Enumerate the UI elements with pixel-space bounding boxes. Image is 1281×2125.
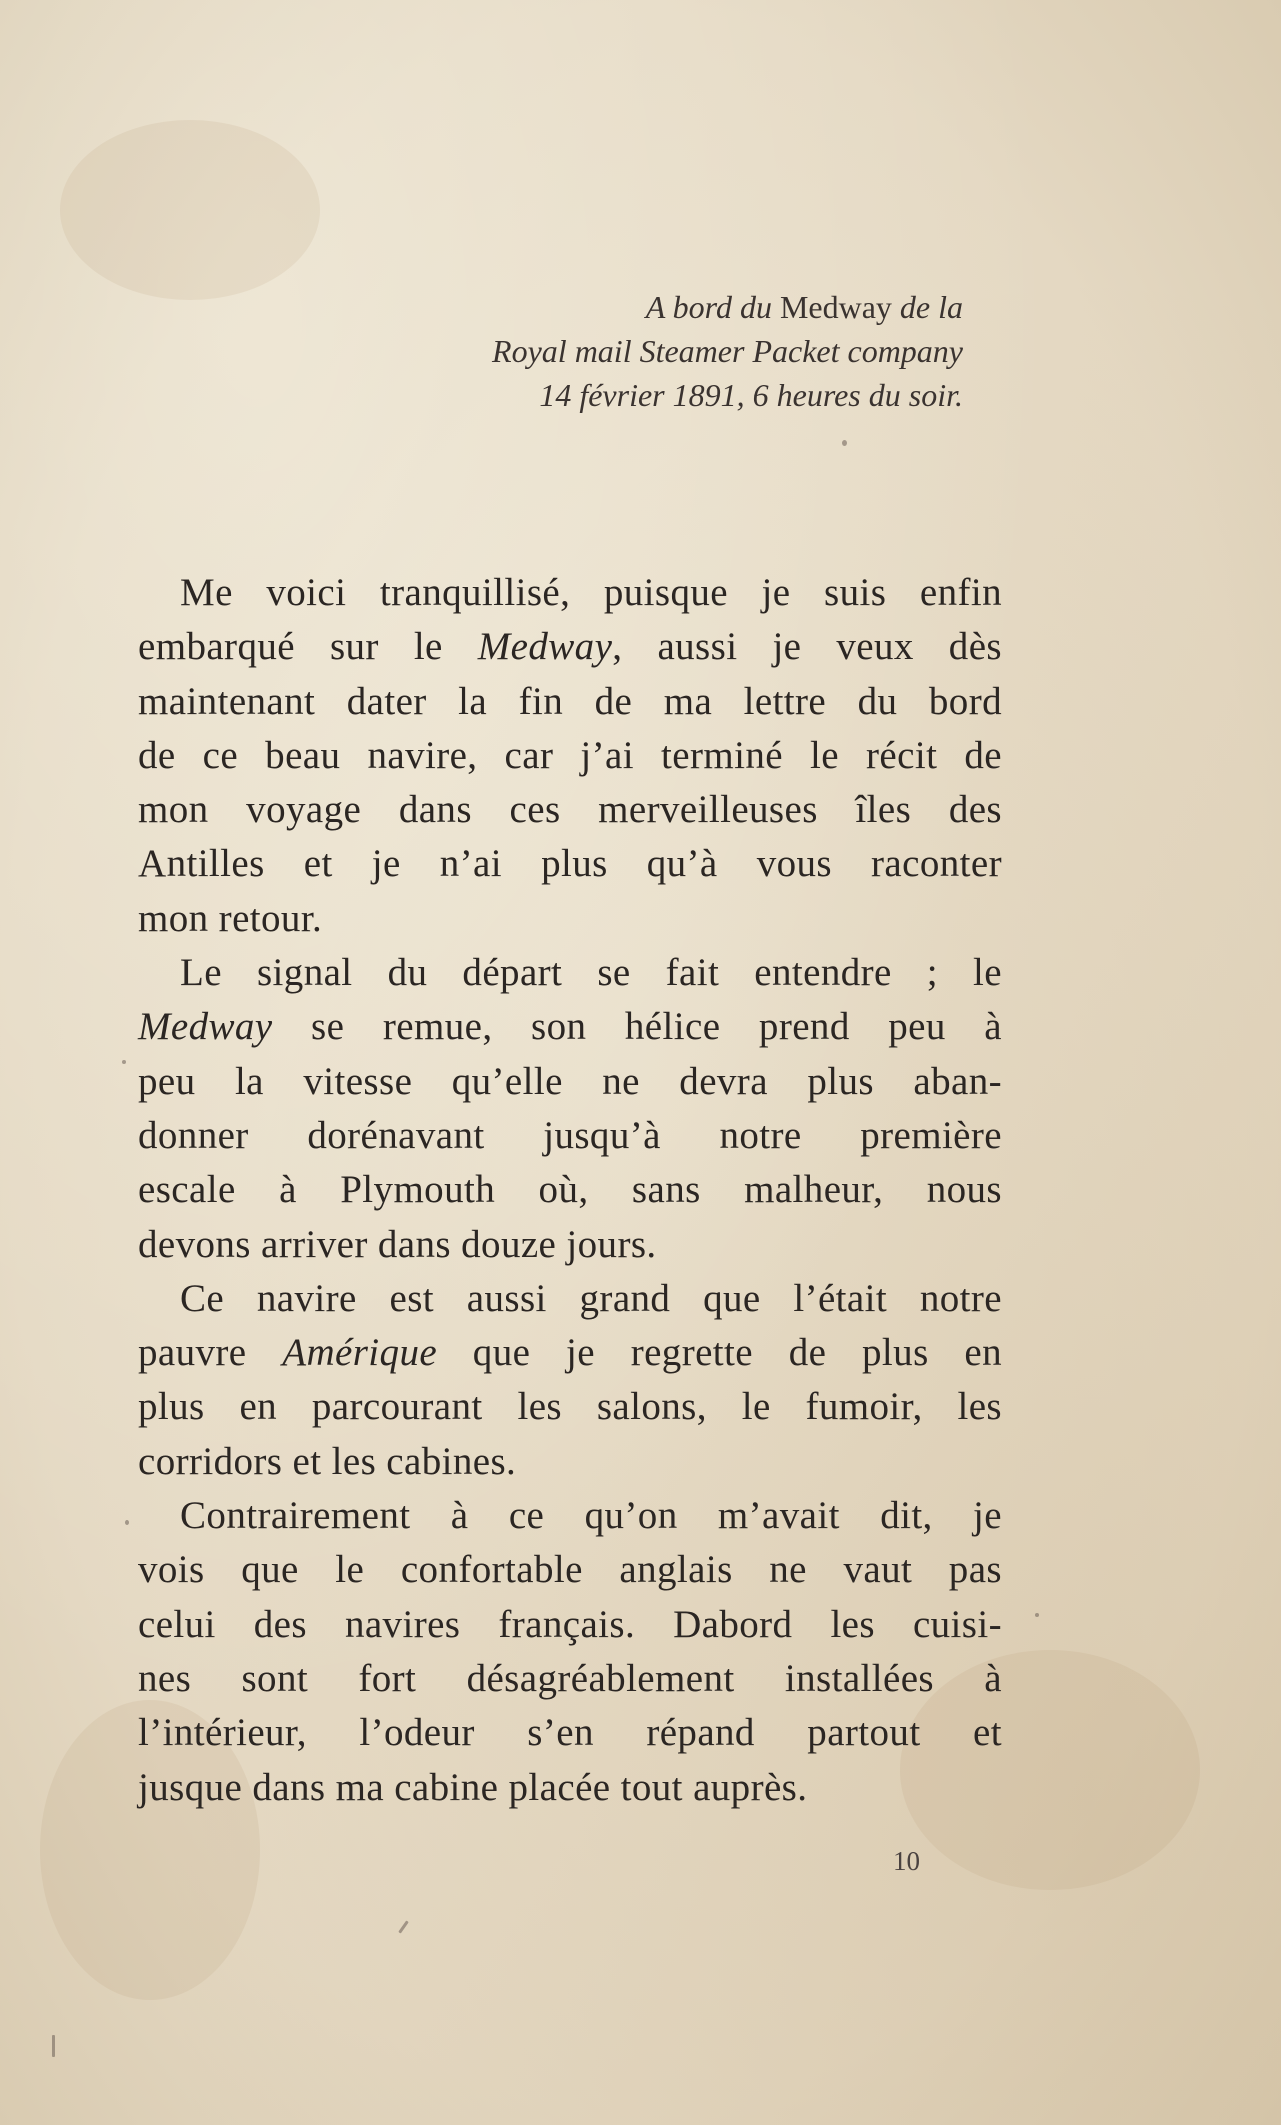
text-line: de ce beau navire, car j’ai terminé le récit de [138, 733, 1002, 777]
text-line: vois que le confortable anglais ne vaut pas [138, 1548, 1002, 1592]
text-line: l’intérieur, l’odeur s’en répand partout et [138, 1711, 1002, 1755]
paragraph [138, 946, 1002, 1272]
ship-name: Amérique [282, 1331, 438, 1375]
dateline-line-2: Royal mail Steamer Packet company [492, 333, 963, 369]
ship-name: Medway [779, 289, 892, 325]
text-line: celui des navires français. Dabord les cuisi- [138, 1602, 1002, 1646]
paper-stain [60, 120, 320, 300]
text-line: Le signal du départ se fait entendre ; le [180, 951, 1002, 995]
text-line: Contrairement à ce qu’on m’avait dit, je [180, 1494, 1002, 1538]
text-line: donner dorénavant jusqu’à notre première [138, 1113, 1002, 1157]
paragraph [138, 566, 1002, 946]
text-line: Ce navire est aussi grand que l’était notre [180, 1276, 1002, 1320]
dateline-line-3: 14 février 1891, 6 heures du soir. [539, 377, 963, 413]
ink-speck [52, 2035, 55, 2057]
ink-speck [842, 440, 847, 446]
text-line: maintenant dater la fin de ma lettre du bord [138, 679, 1002, 723]
dateline-line-1: A bord du Medway de la [645, 289, 963, 325]
text-line: mon retour. [138, 896, 323, 940]
page-number: 10 [893, 1846, 920, 1876]
text-line: Antilles et je n’ai plus qu’à vous raconter [138, 842, 1002, 886]
ink-speck [125, 1520, 129, 1525]
text-line: Me voici tranquillisé, puisque je suis enfin [180, 571, 1002, 614]
text-line: embarqué sur le Medway, aussi je veux dès [138, 625, 1002, 669]
text-line: devons arriver dans douze jours. [138, 1222, 657, 1266]
text-line: Medway se remue, son hélice prend peu à [138, 1005, 1002, 1049]
paragraph [138, 1272, 1002, 1489]
text-line: plus en parcourant les salons, le fumoir, les [138, 1385, 1002, 1429]
ink-speck [398, 1920, 408, 1933]
text-line: peu la vitesse qu’elle ne devra plus aban- [138, 1059, 1002, 1103]
text-line: nes sont fort désagréablement installées à [138, 1656, 1002, 1700]
text-line: mon voyage dans ces merveilleuses îles des [138, 788, 1002, 832]
dateline [492, 285, 963, 417]
ink-speck [122, 1060, 126, 1064]
ink-speck [1035, 1613, 1039, 1617]
ship-name: Medway [477, 625, 613, 669]
paragraph [138, 1489, 1002, 1815]
ship-name: Medway [138, 1005, 273, 1049]
text-line: jusque dans ma cabine placée tout auprès. [138, 1765, 808, 1809]
text-line: corridors et les cabines. [138, 1439, 517, 1483]
text-line: pauvre Amérique que je regrette de plus en [138, 1331, 1002, 1375]
text-line: escale à Plymouth où, sans malheur, nous [138, 1168, 1002, 1212]
body-text [138, 566, 1002, 1815]
